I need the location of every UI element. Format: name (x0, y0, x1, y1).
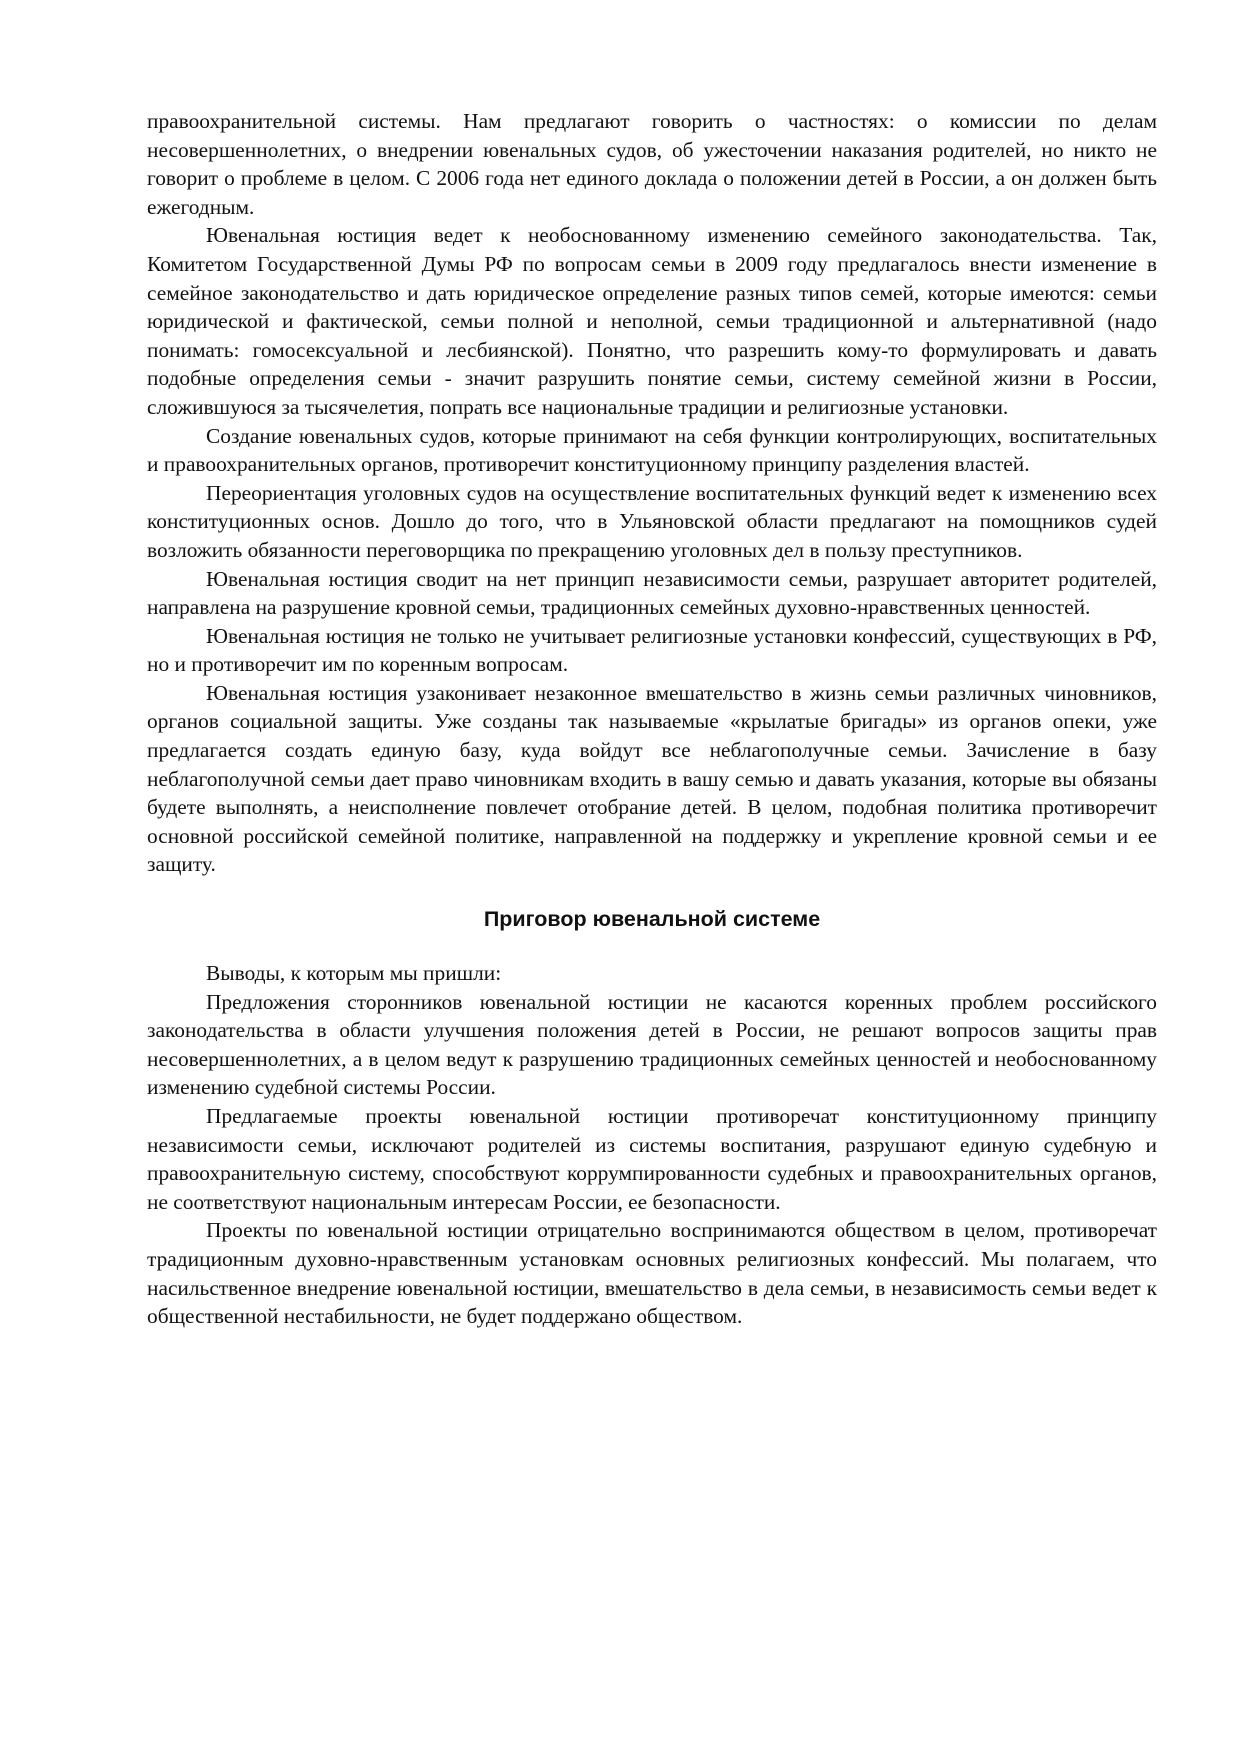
paragraph: Создание ювенальных судов, которые принимают на себя функции контролирующих, воспитательных и правоохранительных органов, противоречит конституционному принципу разделения властей. (147, 423, 1157, 477)
paragraph: Выводы, к которым мы пришли: (206, 961, 502, 986)
paragraph: Ювенальная юстиция сводит на нет принцип независимости семьи, разрушает авторитет родителей, направлена на разрушение кровной семьи, традиционных семейных духовно-нравственных ценностей. (147, 566, 1157, 620)
paragraph: Предложения сторонников ювенальной юстиции не касаются коренных проблем российского законодательства в области улучшения положения детей в России, не решают вопросов защиты прав несовершеннолетних, а в целом ведут к разрушению традиционных семейных ценностей и необоснованному изменению судебной системы России. (147, 989, 1157, 1100)
paragraph: Ювенальная юстиция ведет к необоснованному изменению семейного законодательства. Так, Комитетом Государственной Думы РФ по вопросам семьи в 2009 году предлагалось внести изменение в семейное законодательство и дать юридическое определение разных типов семей, которые имеются: семьи юридической и фактической, семьи полной и неполной, семьи традиционной и альтернативной (надо понимать: гомосексуальной и лесбиянской). Понятно, что разрешить кому-то формулировать и давать подобные определения семьи - значит разрушить понятие семьи, систему семейной жизни в России, сложившуюся за тысячелетия, попрать все национальные традиции и религиозные установки. (147, 223, 1157, 419)
paragraph: Проекты по ювенальной юстиции отрицательно воспринимаются обществом в целом, противоречат традиционным духовно-нравственным установкам основных религиозных конфессий. Мы полагаем, что насильственное внедрение ювенальной юстиции, вмешательство в дела семьи, в независимость семьи ведет к общественной нестабильности, не будет поддержано обществом. (147, 1218, 1157, 1329)
paragraph: Предлагаемые проекты ювенальной юстиции противоречат конституционному принципу независимости семьи, исключают родителей из системы воспитания, разрушают единую судебную и правоохранительную систему, способствуют коррумпированности судебных и правоохранительных органов, не соответствуют национальным интересам России, ее безопасности. (147, 1104, 1157, 1214)
paragraph: Ювенальная юстиция узаконивает незаконное вмешательство в жизнь семьи различных чиновников, органов социальной защиты. Уже созданы так называемые «крылатые бригады» из органов опеки, уже предлагается создать единую базу, куда войдут все неблагополучные семьи. Зачисление в базу неблагополучной семьи дает право чиновникам входить в вашу семью и давать указания, которые вы обязаны будете выполнять, а неисполнение повлечет отобрание детей. В целом, подобная политика противоречит основной российской семейной политике, направленной на поддержку и укрепление кровной семьи и ее защиту. (147, 680, 1157, 877)
paragraph: Переориентация уголовных судов на осуществление воспитательных функций ведет к изменению всех конституционных основ. Дошло до того, что в Ульяновской области предлагают на помощников судей возложить обязанности переговорщика по прекращению уголовных дел в пользу преступников. (147, 480, 1157, 562)
paragraph: Ювенальная юстиция не только не учитывает религиозные установки конфессий, существующих в РФ, но и противоречит им по коренным вопросам. (147, 623, 1157, 677)
paragraph: правоохранительной системы. Нам предлагают говорить о частностях: о комиссии по делам несовершеннолетних, о внедрении ювенальных судов, об ужесточении наказания родителей, но никто не говорит о проблеме в целом. С 2006 года нет единого доклада о положении детей в России, а он должен быть ежегодным. (147, 109, 1157, 219)
section-heading: Приговор ювенальной системе (483, 907, 821, 932)
document-page (147, 107, 1157, 1331)
